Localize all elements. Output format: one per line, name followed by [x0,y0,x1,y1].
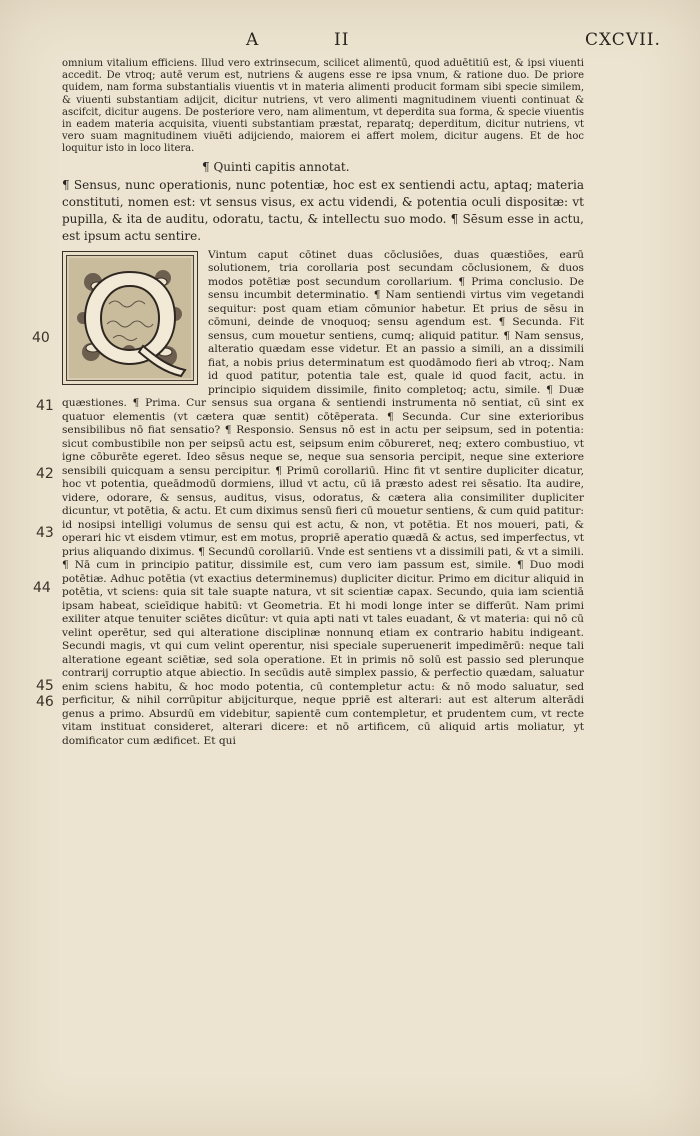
annotation-heading: ¶ Quinti capitis annotat. [202,159,350,174]
margin-number: 44 [33,580,51,596]
paragraph-continuation: omnium vitalium efficiens. Illud vero extrinsecum, scilicet alimentū, quod aduētitiū est, & ipsi viuenti accedit. De vtroq; autē verum est, nutriens & augens esse re ipsa vnum, & ratione duo. De priore quidem, nam forma substantialis viuentis vt in materia alimenti producit formam sibi specie similem, & viuenti substantiam adijcit, dicitur nutriens, vt vero alimenti magnitudinem viuenti continuat & ascifcit, dicitur augens. De posteriore vero, nam alimentum, vt deperdita sua forma, & specie viuentis in eadem materia acquisita, viuenti substantiam præstat, reparatq; deperditum, dicitur nutriens, vt vero suam magnitudinem viuēti adijciendo, maiorem ei affert molem, dicitur augens. Et de hoc loquitur isto in loco litera. [62,58,584,155]
margin-number: 46 [36,694,54,710]
header-section-number: II [334,30,350,50]
margin-number: 43 [36,525,54,541]
running-header [0,30,700,54]
text-block [62,58,584,748]
annotation-paragraph: ¶ Sensus, nunc operationis, nunc potentiæ, hoc est ex sentiendi actu, aptaq; materia constituti, nomen est: vt sensus visus, ex actu videndi, & potentia oculi dispositæ: vt pupilla, & ita de auditu, odoratu, tactu, & intellectu suo modo. ¶ Sēsum esse in actu, est ipsum actu sentire. [62,177,584,243]
decorated-initial-q [62,251,198,385]
chapter-text: Vintum caput cōtinet duas cōclusiōes, duas quæstiōes, earū solutionem, tria corollaria post secundam cōclusionem, & duos modos potētiæ post secundum corollarium. ¶ Prima conclusio. De sensu incumbit determinatio. ¶ Nam sentiendi virtus vim vegetandi sequitur: post quam etiam cōmunior habetur. Et prius de sēsu in cōmuni, deinde de vnoquoq; sensu agendum est. ¶ Secunda. Fit sensus, cum mouetur sentiens, cumq; aliquid patitur. ¶ Nam sensus, alteratio quædam esse videtur. Et an passio a simili, an a dissimili fiat, a nobis prius determinatum est quodāmodo fieri ab vtroq;. Nam id quod patitur, potentia tale est, quale id quod facit, actu. in principio siquidem dissimile, finito completoq; actu, simile. ¶ Duæ quæstiones. ¶ Prima. Cur sensus sua organa & sentiendi instrumenta nō sentiat, cū sint ex quatuor elementis (vt cætera quæ sentit) cōtēperata. ¶ Secunda. Cur sine exterioribus sensibilibus nō fiat sensatio? ¶ Responsio. Sensus nō est in actu per seipsum, sed in potentia: sicut combustibile non per seipsū actu est, seipsum enim cōbureret, neq; extero combustiuo, vt igne cōburēte egeret. Ideo sēsus neque se, neque sua sensoria percipit, neque sine exteriore sensibili quicquam a sensu percipitur. ¶ Primū corollariū. Hinc fit vt sentire dupliciter dicatur, hoc vt potentia, queādmodū dormiens, illud vt actu, cū iā præsto adest rei sēsatio. Ita audire, videre, odorare, & sensus, auditus, visus, odoratus, & cætera alia consimiliter dupliciter dicuntur, vt potētia, & actu. Et cum diximus sensū fieri cū mouetur sentiens, & cum quid patitur: id nosipsi intelligi volumus de sensu qui est actu, & non, vt potētia. Et nos moueri, pati, & operari hic vt eisdem vtimur, est em motus, propriē aperatio quædā & actus, sed imperfectus, vt prius aliquando diximus. ¶ Secundū corollariū. Vnde est sentiens vt a dissimili pati, & vt a simili. ¶ Nā cum in principio patitur, dissimile est, cum vero iam passum est, simile. ¶ Duo modi potētiæ. Adhuc potētia (vt exactius determinemus) dupliciter dicitur. Primo em dicitur aliquid in potētia, vt sciens: quia sit tale suapte natura, vt sit scientiæ capax. Secundo, quia iam scientiā ipsam habeat, scieīdique habitū: vt Geometria. Et hi modi longe inter se differūt. Nam primi exiliter atque tenuiter sciētes dicūtur: vt quia apti nati vt tales euadant, & vt materia: qui nō cū velint operētur, sed qui alteratione disciplinæ nonnunq etiam ex contrario habitu indigeant. Secundi magis, vt qui cum velint operentur, nisi speciale superuenerit impedimērū: neque tali alteratione egeant sciētiæ, sed sola operatione. Et in primis nō solū est passio sed plerunque contrarij corruptio atque abiectio. In secūdis autē simplex passio, & perfectio quædam, saluatur enim sciens habitu, & hoc modo potentia, cū contempletur actu: & nō modo saluatur, sed perficitur, & nihil corrūpitur abijciturque, neque ppriē est alterari: aut est alterum alterādi genus a primo. Absurdū em videbitur, sapientē cum contempletur, et prudentem cum, vt recte vitam instituat consideret, alterari dicere: et nō artificem, cū aliquid artis moliatur, yt domificator cum ædificet. Et qui [62,248,584,747]
margin-number: 45 [36,678,54,694]
header-signature: A [246,30,260,50]
margin-number: 42 [36,466,54,482]
header-folio-number: CXCVII. [585,30,661,50]
ornament-initial-icon [63,252,197,384]
margin-number: 41 [36,398,54,414]
margin-number: 40 [32,330,50,346]
